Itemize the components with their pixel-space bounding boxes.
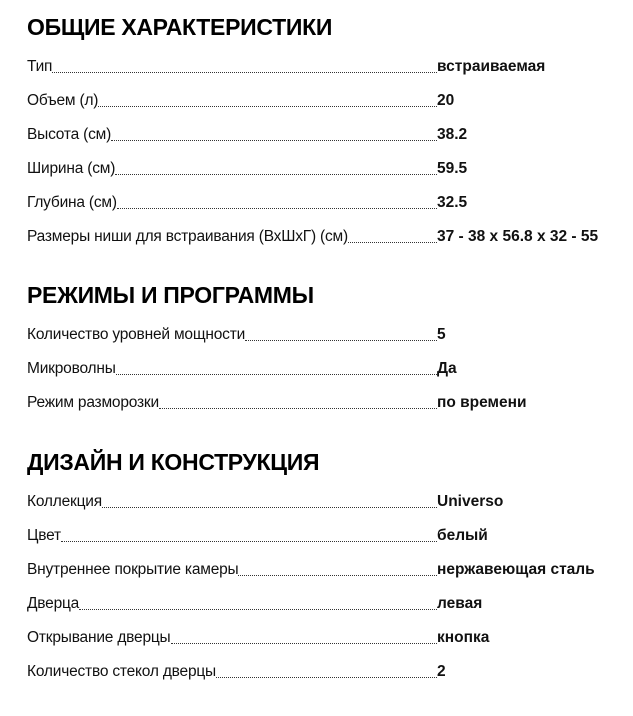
spec-label: Высота (см): [27, 126, 112, 143]
dotted-leader: [238, 574, 437, 576]
spec-row-microwaves: [27, 353, 627, 387]
spec-value: встраиваемая: [437, 58, 546, 75]
spec-value: по времени: [437, 394, 527, 411]
spec-row-niche-size: [27, 221, 627, 255]
spec-value: белый: [437, 527, 488, 544]
section-title: ДИЗАЙН И КОНСТРУКЦИЯ: [27, 449, 320, 475]
spec-value: 20: [437, 92, 455, 109]
dotted-leader: [348, 241, 437, 243]
spec-row-interior-coating: [27, 554, 627, 588]
spec-label: Коллекция: [27, 493, 102, 510]
dotted-leader: [111, 139, 437, 141]
spec-label: Ширина (см): [27, 160, 116, 177]
dotted-leader: [98, 105, 437, 107]
dotted-leader: [61, 540, 437, 542]
spec-row-door: [27, 588, 627, 622]
dotted-leader: [79, 608, 437, 610]
spec-value: 37 - 38 x 56.8 x 32 - 55: [437, 228, 599, 245]
spec-row-width: [27, 153, 627, 187]
spec-label: Внутреннее покрытие камеры: [27, 561, 239, 578]
spec-value: Universo: [437, 493, 504, 510]
dotted-leader: [171, 642, 438, 644]
dotted-leader: [116, 373, 437, 375]
spec-label: Режим разморозки: [27, 394, 159, 411]
dotted-leader: [115, 173, 437, 175]
spec-label: Дверца: [27, 595, 80, 612]
spec-value: левая: [437, 595, 483, 612]
spec-label: Объем (л): [27, 92, 99, 109]
spec-value: 59.5: [437, 160, 468, 177]
section-title: ОБЩИЕ ХАРАКТЕРИСТИКИ: [27, 14, 333, 40]
section-general-specs: [27, 12, 627, 255]
spec-row-door-opening: [27, 622, 627, 656]
spec-value: 38.2: [437, 126, 468, 143]
spec-row-depth: [27, 187, 627, 221]
spec-row-height: [27, 119, 627, 153]
section-design-construction: [27, 447, 627, 690]
spec-value: кнопка: [437, 629, 490, 646]
spec-label: Количество стекол дверцы: [27, 663, 216, 680]
spec-label: Микроволны: [27, 360, 116, 377]
spec-label: Количество уровней мощности: [27, 326, 246, 343]
dotted-leader: [216, 676, 437, 678]
section-title: РЕЖИМЫ И ПРОГРАММЫ: [27, 282, 314, 308]
dotted-leader: [245, 339, 437, 341]
spec-row-collection: [27, 486, 627, 520]
spec-value: 5: [437, 326, 446, 343]
spec-row-volume: [27, 85, 627, 119]
spec-label: Глубина (см): [27, 194, 117, 211]
spec-row-power-levels: [27, 319, 627, 353]
section-modes-programs: [27, 280, 627, 421]
dotted-leader: [159, 407, 437, 409]
spec-label: Цвет: [27, 527, 61, 544]
spec-value: 32.5: [437, 194, 468, 211]
spec-value: нержавеющая сталь: [437, 561, 595, 578]
spec-row-type: [27, 51, 627, 85]
spec-row-door-glass-count: [27, 656, 627, 690]
spec-value: 2: [437, 663, 446, 680]
spec-label: Тип: [27, 58, 53, 75]
dotted-leader: [102, 506, 437, 508]
spec-row-color: [27, 520, 627, 554]
dotted-leader: [117, 207, 437, 209]
spec-label: Размеры ниши для встраивания (ВхШхГ) (см): [27, 228, 348, 245]
spec-label: Открывание дверцы: [27, 629, 171, 646]
spec-value: Да: [437, 360, 457, 377]
spec-row-defrost-mode: [27, 387, 627, 421]
dotted-leader: [52, 71, 437, 73]
